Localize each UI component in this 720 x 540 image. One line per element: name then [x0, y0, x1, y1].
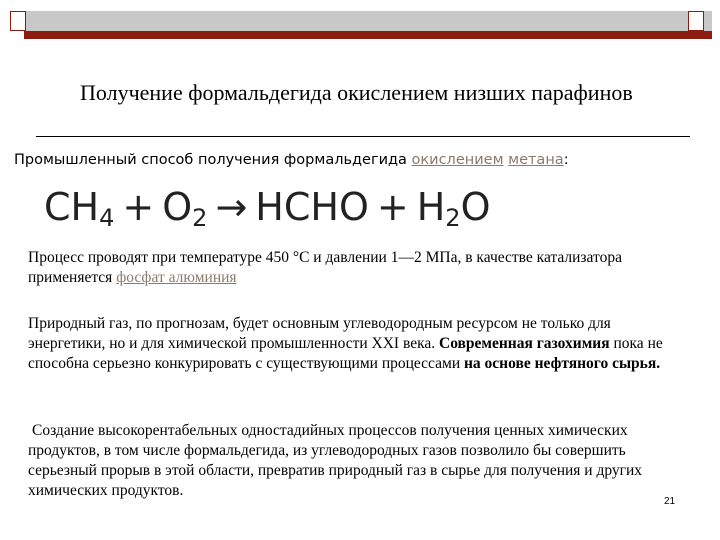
p2-text2: пока не способна серьезно конкурировать с существующими процессами — [28, 335, 663, 372]
link-methane[interactable]: метана — [508, 152, 564, 168]
eq-reactant1-sub: 4 — [99, 204, 115, 232]
link-aluminum-phosphate[interactable]: фосфат алюминия — [116, 269, 237, 286]
slide-title: Получение формальдегида окислением низших парафинов — [80, 80, 633, 105]
eq-arrow: → — [215, 185, 248, 229]
header-bar-grey — [24, 11, 712, 31]
eq-product2: H — [416, 185, 446, 229]
p2-text1: Природный газ, по прогнозам, будет основным углеводородным ресурсом не только для энергетики, но и для химической промышленности XXI века. — [28, 315, 611, 352]
page-number: 21 — [664, 496, 676, 507]
paragraph-prospects — [28, 421, 688, 501]
header-square-left — [10, 11, 26, 31]
paragraph-conditions — [28, 248, 688, 288]
eq-plus-2: + — [376, 185, 409, 229]
p1-text: Процесс проводят при температуре 450 °C и давлении 1—2 МПа, в качестве катализатора применяется — [28, 249, 622, 286]
p2-bold1: Современная газохимия — [439, 335, 610, 352]
p3-text: Создание высокорентабельных одностадийных процессов получения ценных химических продуктов, в том числе формальдегида, из углеводородных газов позволило бы совершить серьезный прорыв в этой области, превратив природный газ в сырье для получения и других химических продуктов. — [28, 422, 643, 499]
eq-product1: HCHO — [255, 185, 369, 229]
eq-reactant1: CH — [44, 185, 100, 229]
link-oxidation[interactable]: окислением — [411, 152, 504, 168]
eq-reactant2: O — [162, 185, 193, 229]
eq-reactant2-sub: 2 — [192, 204, 208, 232]
lead-suffix: : — [563, 152, 569, 168]
p2-bold2: на основе нефтяного сырья. — [463, 355, 661, 372]
title-divider — [36, 136, 690, 137]
eq-plus-1: + — [122, 185, 155, 229]
lead-sentence — [14, 152, 704, 168]
lead-prefix: Промышленный способ получения формальдегида — [14, 152, 412, 168]
eq-product2-tail: O — [460, 185, 491, 229]
reaction-equation — [44, 181, 491, 233]
header-bar-red — [24, 31, 712, 39]
header-square-right — [688, 11, 704, 31]
paragraph-natural-gas — [28, 314, 688, 374]
eq-product2-sub: 2 — [445, 204, 461, 232]
